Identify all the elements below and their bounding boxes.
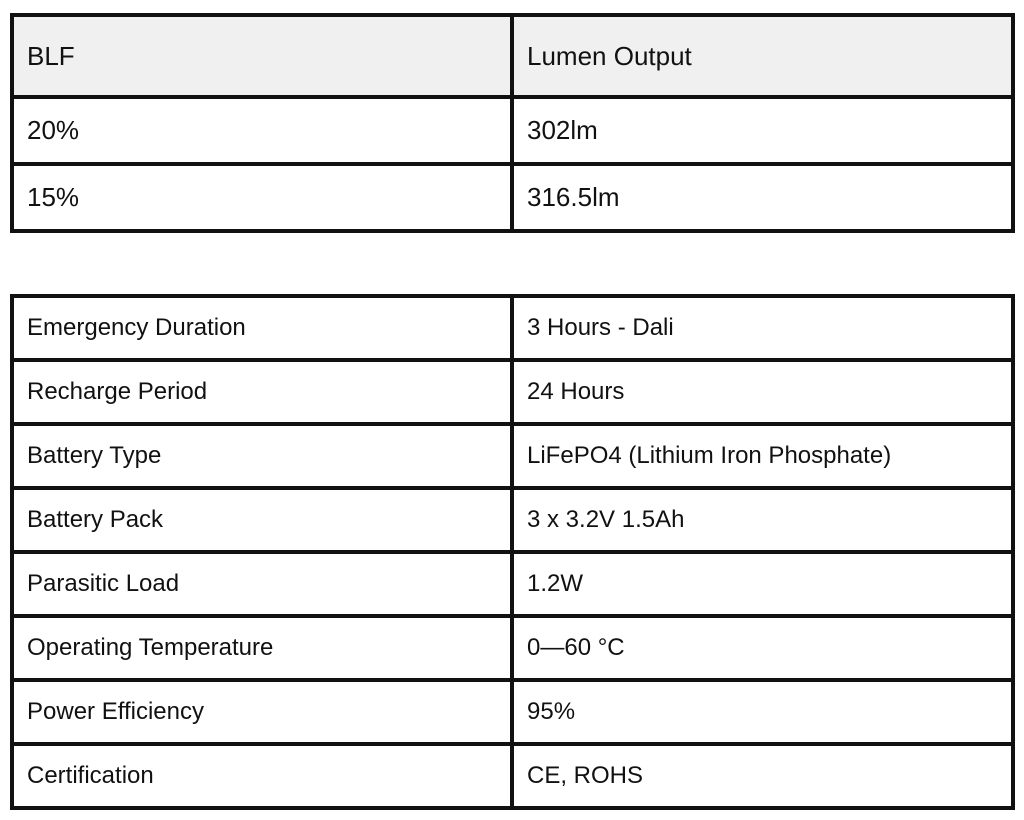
spec-label-cell: Certification [12, 744, 512, 808]
table-row [12, 424, 1013, 488]
spec-label-cell: Emergency Duration [12, 296, 512, 360]
spec-label-cell: Power Efficiency [12, 680, 512, 744]
spec-value-cell: 3 Hours - Dali [512, 296, 1013, 360]
blf-cell: 15% [12, 164, 512, 231]
table-row [12, 680, 1013, 744]
spec-value-cell: 0—60 °C [512, 616, 1013, 680]
spec-value-cell: 3 x 3.2V 1.5Ah [512, 488, 1013, 552]
table-row [12, 616, 1013, 680]
table-row [12, 164, 1013, 231]
blf-cell: 20% [12, 97, 512, 164]
spec-value-cell: 95% [512, 680, 1013, 744]
lumen-cell: 316.5lm [512, 164, 1013, 231]
lumen-output-table [10, 13, 1015, 233]
table-row [12, 97, 1013, 164]
spec-label-cell: Battery Pack [12, 488, 512, 552]
table-row [12, 488, 1013, 552]
spec-value-cell: LiFePO4 (Lithium Iron Phosphate) [512, 424, 1013, 488]
table-header-row [12, 15, 1013, 97]
spec-value-cell: CE, ROHS [512, 744, 1013, 808]
table-row [12, 296, 1013, 360]
spec-label-cell: Operating Temperature [12, 616, 512, 680]
spec-value-cell: 24 Hours [512, 360, 1013, 424]
table-row [12, 360, 1013, 424]
specification-table [10, 294, 1015, 810]
spec-value-cell: 1.2W [512, 552, 1013, 616]
header-cell-blf: BLF [12, 15, 512, 97]
header-cell-lumen-output: Lumen Output [512, 15, 1013, 97]
table-row [12, 552, 1013, 616]
lumen-cell: 302lm [512, 97, 1013, 164]
spec-label-cell: Battery Type [12, 424, 512, 488]
table-row [12, 744, 1013, 808]
spec-label-cell: Parasitic Load [12, 552, 512, 616]
spec-label-cell: Recharge Period [12, 360, 512, 424]
